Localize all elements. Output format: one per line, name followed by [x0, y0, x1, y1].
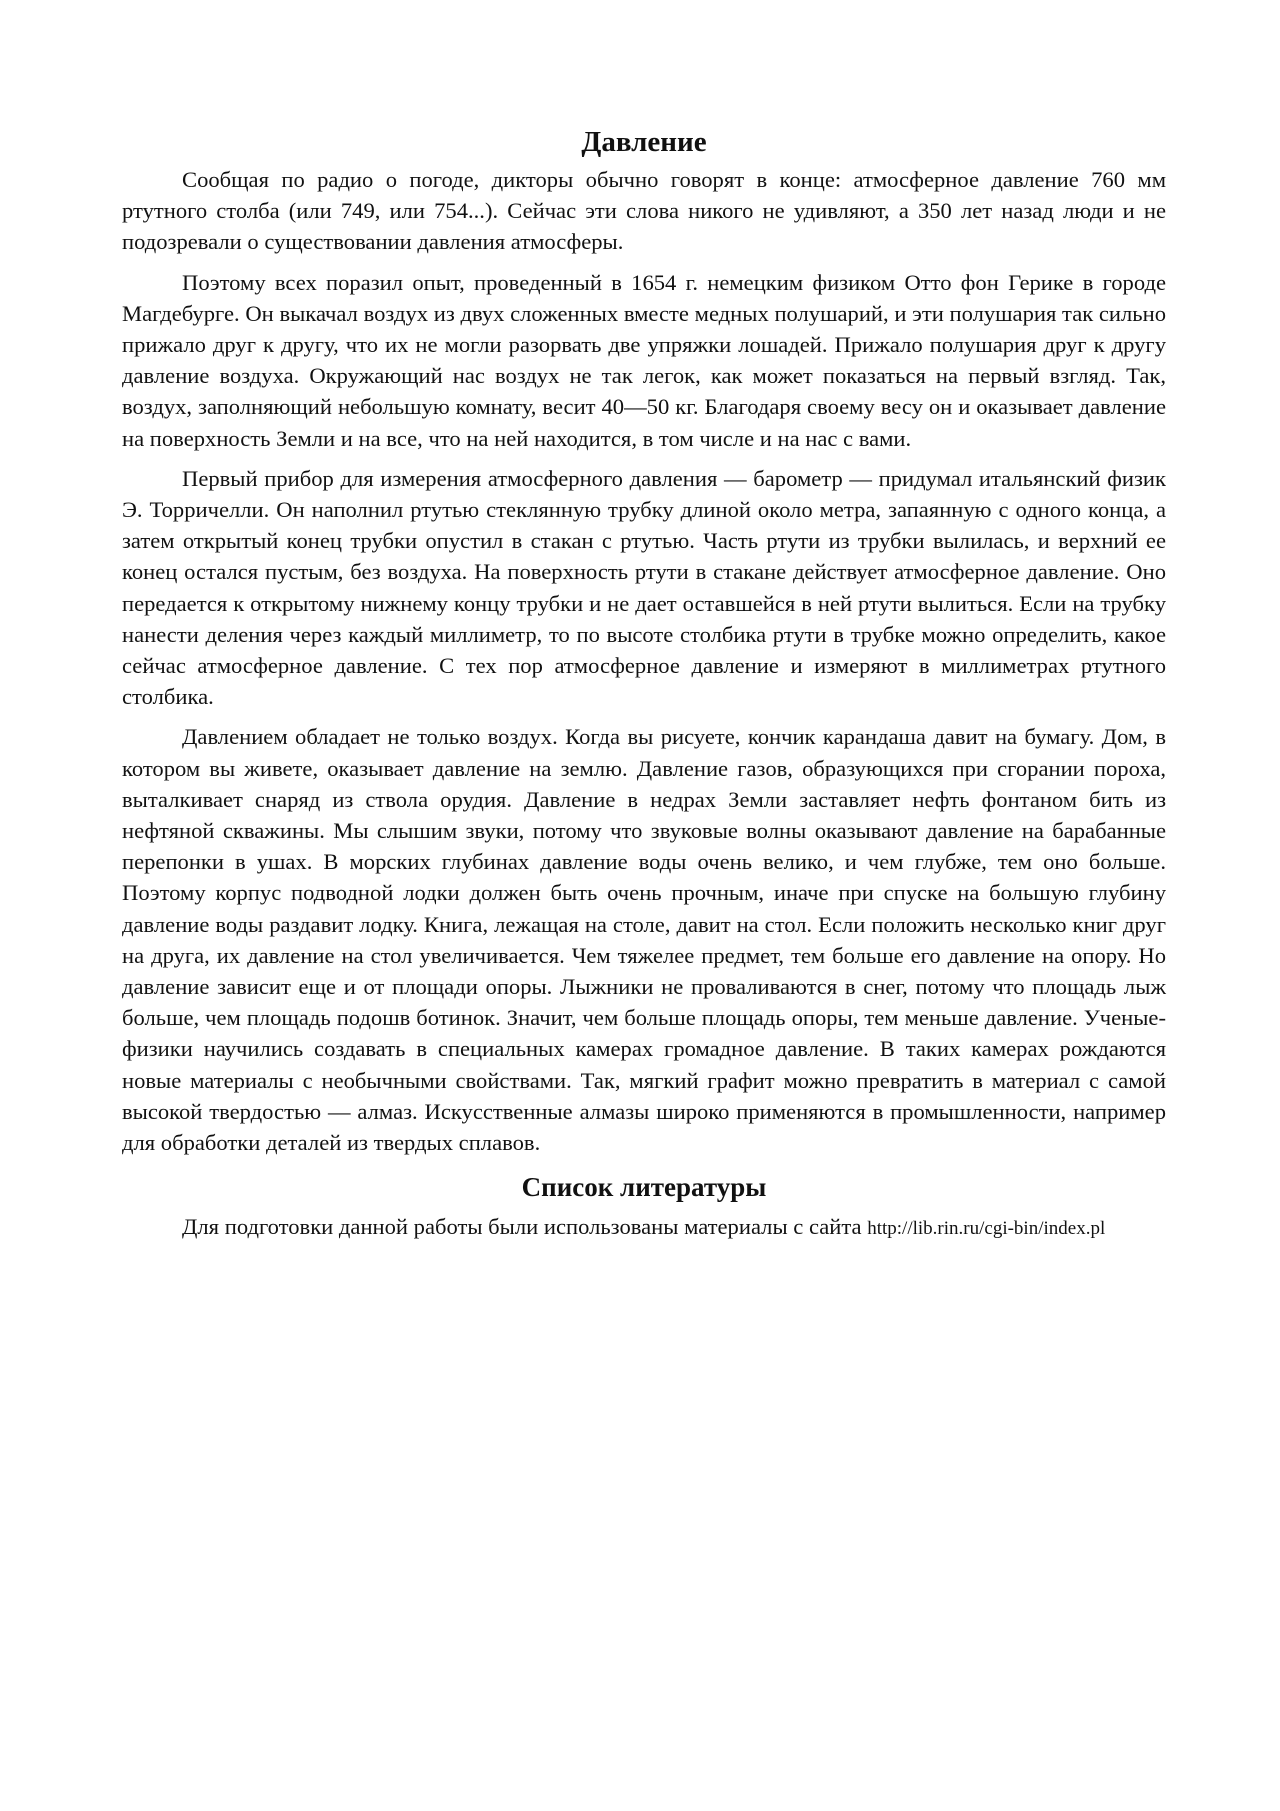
source-url: http://lib.rin.ru/cgi-bin/index.pl	[867, 1218, 1106, 1240]
paragraph-1: Сообщая по радио о погоде, дикторы обычно говорят в конце: атмосферное давление 760 мм ртутного столба (или 749, или 754...). Сейчас эти слова никого не удивляют, а 350 лет назад люди и не подозревали о существовании давления атмосферы.	[122, 167, 1166, 255]
page-title: Давление	[581, 126, 707, 158]
paragraph-2: Поэтому всех поразил опыт, проведенный в 1654 г. немецким физиком Отто фон Герике в городе Магдебурге. Он выкачал воздух из двух сложенных вместе медных полушарий, и эти полушария так сильно прижало друг к другу, что их не могли разорвать две упряжки лошадей. Прижало полушария друг к другу давление воздуха. Окружающий нас воздух не так легок, как может показаться на первый взгляд. Так, воздух, заполняющий небольшую комнату, весит 40—50 кг. Благодаря своему весу он и оказывает давление на поверхность Земли и на все, что на ней находится, в том числе и на нас с вами.	[122, 269, 1166, 451]
document-page	[122, 122, 1166, 1245]
references-heading: Список литературы	[521, 1172, 767, 1203]
paragraph-3: Первый прибор для измерения атмосферного давления — барометр — придумал итальянский физик Э. Торричелли. Он наполнил ртутью стеклянную трубку длиной около метра, запаянную с одного конца, а затем открытый конец трубки опустил в стакан с ртутью. Часть ртути из трубки вылилась, и верхний ее конец остался пустым, без воздуха. На поверхность ртути в стакане действует атмосферное давление. Оно передается к открытому нижнему концу трубки и не дает оставшейся в ней ртути вылиться. Если на трубку нанести деления через каждый миллиметр, то по высоте столбика ртути в трубке можно определить, какое сейчас атмосферное давление. С тех пор атмосферное давление и измеряют в миллиметрах ртутного столбика.	[122, 465, 1166, 710]
references-text: Для подготовки данной работы были использованы материалы с сайта	[182, 1214, 862, 1240]
paragraph-4: Давлением обладает не только воздух. Когда вы рисуете, кончик карандаша давит на бумагу. Дом, в котором вы живете, оказывает давление на землю. Давление газов, образующихся при сгорании пороха, выталкивает снаряд из ствола орудия. Давление в недрах Земли заставляет нефть фонтаном бить из нефтяной скважины. Мы слышим звуки, потому что звуковые волны оказывают давление на барабанные перепонки в ушах. В морских глубинах давление воды очень велико, и чем глубже, тем оно больше. Поэтому корпус подводной лодки должен быть очень прочным, иначе при спуске на большую глубину давление воды раздавит лодку. Книга, лежащая на столе, давит на стол. Если положить несколько книг друг на друга, их давление на стол увеличивается. Чем тяжелее предмет, тем больше его давление на опору. Но давление зависит еще и от площади опоры. Лыжники не проваливаются в снег, потому что площадь лыж больше, чем площадь подошв ботинок. Значит, чем больше площадь опоры, тем меньше давление. Ученые-физики научились создавать в специальных камерах громадное давление. В таких камерах рождаются новые материалы с необычными свойствами. Так, мягкий графит можно превратить в материал с самой высокой твердостью — алмаз. Искусственные алмазы широко применяются в промышленности, например для обработки деталей из твердых сплавов.	[122, 724, 1166, 1156]
references-paragraph	[122, 1211, 1166, 1244]
